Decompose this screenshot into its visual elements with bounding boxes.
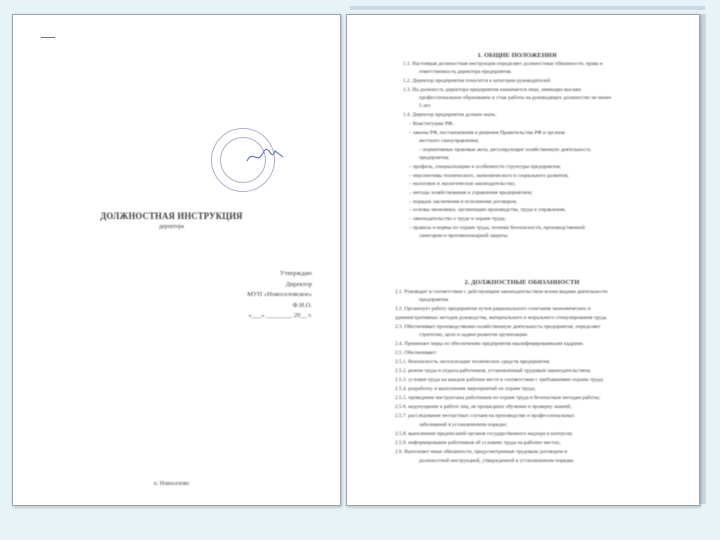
- text-line: стратегию, цели и задачи развития организации.: [419, 332, 529, 338]
- text-line: местного самоуправления;: [419, 138, 480, 144]
- approval-line: «___» ________ 20__ г.: [248, 312, 312, 320]
- text-line: административных методов руководства, материального и морального стимулирования труда.: [395, 315, 608, 321]
- text-line: заболеваний в установленном порядке;: [419, 422, 508, 428]
- text-line: санитарии и противопожарной защиты.: [419, 233, 509, 239]
- approval-line: Директор: [285, 280, 312, 288]
- text-line: 2.6. Выполняет иные обязанности, предусмотренные трудовым договором и: [395, 449, 568, 455]
- text-line: 1.2. Директор предприятия относится к категории руководителей.: [403, 78, 552, 84]
- text-line: – законодательство о труде и охране труда;: [409, 216, 506, 222]
- approval-line: МУП «Новоселовское»: [247, 291, 312, 299]
- text-line: должностной инструкцией, утвержденной в установленном порядке.: [419, 458, 575, 464]
- text-line: – Конституцию РФ;: [409, 121, 454, 127]
- side-accent-bar: [700, 14, 706, 504]
- text-line: 2.3. Обеспечивает производственно-хозяйственную деятельность предприятия, определяет: [395, 324, 601, 330]
- text-line: предприятия;: [419, 155, 450, 161]
- document-city: п. Новоселово: [153, 481, 190, 487]
- text-line: ответственность директора предприятия.: [419, 69, 512, 75]
- text-line: 2.1. Руководит в соответствии с действующим законодательством всеми видами деятельности: [395, 289, 608, 295]
- text-line: 1.3. На должность директора предприятия назначается лицо, имеющее высшее: [403, 87, 582, 93]
- text-line: – перспективы технического, экономического и социального развития;: [409, 173, 569, 179]
- section-heading: 1. ОБЩИЕ ПОЛОЖЕНИЯ: [477, 52, 557, 59]
- text-line: 2.5.7. расследование несчастных случаев на производстве и профессиональных: [395, 413, 575, 419]
- approval-block: [247, 269, 312, 322]
- document-subtitle: директора: [158, 224, 185, 230]
- section-heading: 2. ДОЛЖНОСТНЫЕ ОБЯЗАННОСТИ: [464, 279, 580, 286]
- text-line: предприятия.: [419, 297, 450, 303]
- text-line: 2.5.6. недопущение к работе лиц, не прошедших обучение и проверку знаний;: [395, 404, 572, 410]
- approval-line: Утверждаю: [279, 270, 312, 277]
- text-line: 2.5.2. режим труда и отдыха работников, установленный трудовым законодательством;: [395, 368, 592, 374]
- text-line: 5 лет.: [419, 103, 432, 109]
- text-line: профессиональное образование и стаж работы на руководящих должностях не менее: [419, 95, 612, 101]
- approval-line: Ф.И.О.: [292, 301, 312, 309]
- text-line: 2.5.8. выполнение предписаний органов государственного надзора и контроля;: [395, 431, 573, 437]
- text-line: – порядок заключения и исполнения договоров;: [409, 199, 518, 205]
- text-line: 2.2. Организует работу предприятия путем рационального сочетания экономических и: [395, 306, 591, 312]
- text-line: 2.5.9. информирование работников об условиях труда на рабочих местах;: [395, 440, 561, 446]
- text-line: 2.5.5. проведение инструктажа работников по охране труда и безопасным методам работы;: [395, 395, 601, 401]
- text-line: – методы хозяйствования и управления предприятием;: [409, 190, 533, 196]
- signature-icon: [245, 145, 285, 167]
- text-line: – законы РФ, постановления и решения Правительства РФ и органов: [409, 130, 565, 136]
- top-accent-bar: [350, 6, 705, 10]
- text-line: 2.5.1. безопасность эксплуатации технических средств предприятия;: [395, 359, 550, 365]
- text-line: – налоговое и экологическое законодательство;: [409, 181, 516, 187]
- text-line: – нормативные правовые акты, регулирующие хозяйственную деятельность: [419, 147, 591, 153]
- text-line: – профиль, специализацию и особенности структуры предприятия;: [409, 164, 561, 170]
- text-page: [346, 14, 700, 506]
- text-line: 1.4. Директор предприятия должен знать:: [403, 112, 497, 118]
- title-page: [12, 14, 341, 506]
- text-line: 2.5. Обеспечивает:: [395, 350, 438, 356]
- text-line: 2.5.4. разработку и выполнение мероприятий по охране труда;: [395, 386, 536, 392]
- text-line: – правила и нормы по охране труда, технике безопасности, производственной: [409, 225, 585, 231]
- text-line: – основы экономики, организации производства, труда и управления;: [409, 207, 566, 213]
- text-line: 2.4. Принимает меры по обеспечению предприятия квалифицированными кадрами.: [395, 341, 584, 347]
- text-line: 1.1. Настоящая должностная инструкция определяет должностные обязанности, права и: [403, 61, 603, 67]
- document-title: ДОЛЖНОСТНАЯ ИНСТРУКЦИЯ: [100, 211, 243, 221]
- corner-mark: [41, 37, 55, 38]
- text-line: 2.5.3. условия труда на каждом рабочем месте в соответствии с требованиями охраны труда;: [395, 377, 604, 383]
